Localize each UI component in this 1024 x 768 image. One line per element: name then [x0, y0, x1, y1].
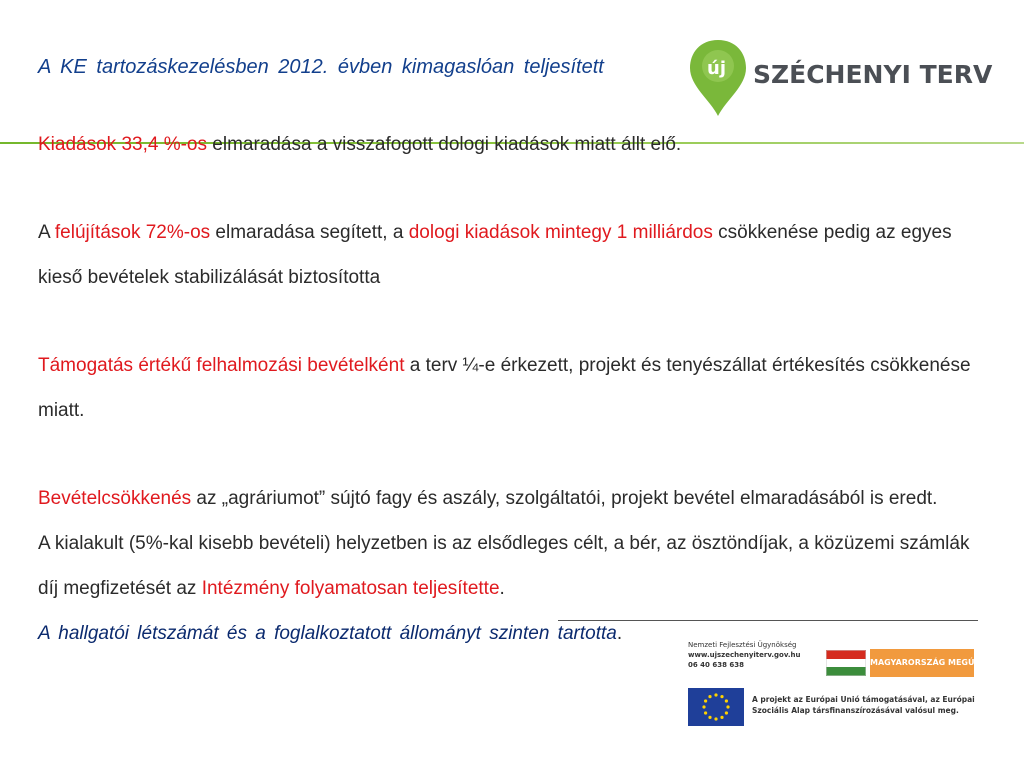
logo-text: SZÉCHENYI TERV [753, 60, 993, 89]
agency-website: www.ujszechenyiterv.gov.hu [688, 651, 801, 659]
text-students: A hallgatói létszámát és a foglalkoztatott állományt szinten tartotta [38, 623, 617, 644]
text-renovations-a: A [38, 222, 55, 243]
paragraph-revenue-decrease [38, 476, 988, 521]
paragraph-institution [38, 521, 988, 611]
footer-divider [558, 620, 978, 621]
text-institution-a: A kialakult (5%-kal kisebb bevételi) helyzetben is az elsődleges célt, a bér, az ösztöndíjak, a közüzemi számlák díj megfizetését az [38, 533, 970, 599]
text-renovations-b: elmaradása segített, a [210, 222, 409, 243]
highlight-support-revenue: Támogatás értékű felhalmozási bevételként [38, 355, 405, 376]
agency-name: Nemzeti Fejlesztési Ügynökség [688, 641, 797, 649]
text-institution-b: . [499, 578, 505, 599]
svg-text:új: új [707, 58, 726, 79]
slide-body [38, 122, 988, 656]
highlight-renovations: felújítások 72%-os [54, 222, 211, 243]
eu-flag-icon [688, 688, 744, 726]
highlight-expenses: Kiadások 33,4 %-os [38, 134, 207, 155]
paragraph-support-revenue [38, 343, 988, 433]
highlight-institution: Intézmény folyamatosan teljesítette [201, 578, 500, 599]
agency-contact [688, 640, 800, 670]
agency-phone: 06 40 638 638 [688, 661, 745, 669]
text-students-end: . [616, 623, 623, 644]
highlight-material-costs: dologi kiadások mintegy 1 milliárdos [408, 222, 713, 243]
footer-logos [688, 640, 990, 730]
magyarorszag-megujul-badge: MAGYARORSZÁG MEGÚJUL [870, 649, 974, 677]
szechenyi-terv-logo [686, 38, 993, 118]
slide-title: A KE tartozáskezelésben 2012. évben kimagaslóan teljesített [38, 56, 604, 78]
hungarian-flag-icon [826, 650, 866, 676]
text-renovations-c: csökkenése pedig az egyes kieső bevételek stabilizálását biztosította [38, 222, 952, 288]
highlight-revenue-decrease: Bevételcsökkenés [38, 488, 192, 509]
text-support-revenue: a terv ¼-e érkezett, projekt és tenyészállat értékesítés csökkenése miatt. [38, 355, 971, 421]
szechenyi-pin-icon [686, 38, 750, 118]
eu-funding-note: A projekt az Európai Unió támogatásával, az Európai Szociális Alap társfinanszírozásával valósul meg. [752, 695, 975, 715]
paragraph-renovations [38, 210, 988, 300]
text-revenue-decrease: az „agráriumot” sújtó fagy és aszály, szolgáltatói, projekt bevétel elmaradásából is eredt. [191, 488, 938, 509]
paragraph-expenses [38, 122, 988, 167]
text-expenses: elmaradása a visszafogott dologi kiadások miatt állt elő. [207, 134, 682, 155]
